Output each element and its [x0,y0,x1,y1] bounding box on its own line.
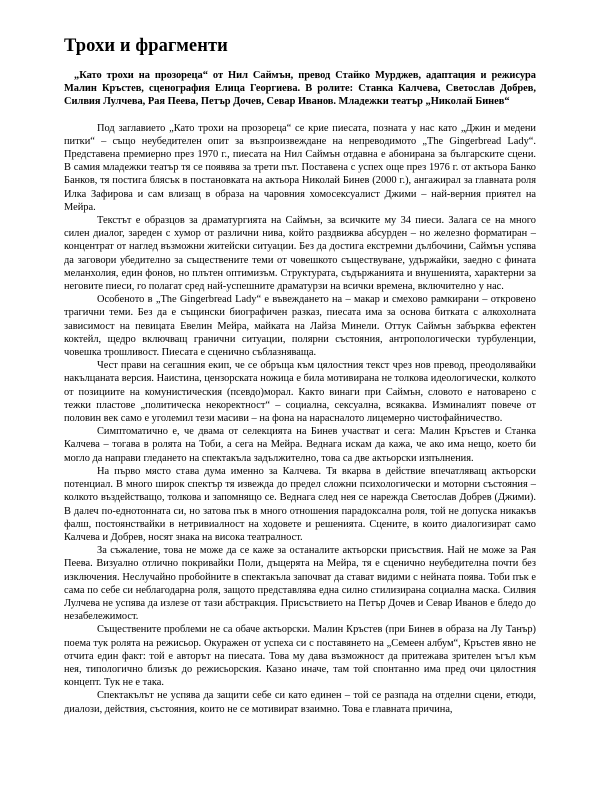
paragraph-6: На първо място става дума именно за Калчева. Тя вкарва в действие впечатляващ актьорски потенциал. В много широк спектър тя извежда до предел сложни психологически и моторни състояния – колкото въздействащо, толкова и запомнящо се. Веднага след нея се нарежда Светослав Добрев (Джими). В далеч по-еднотонната си, но затова пък в много отношения парадоксална роля, той не допуска никакъв фалш, постоянствайки в нетривиалност на ходовете и решенията. Сцените, в които диалогизират само Калчева и Добрев, носят знака на висока театралност. [64,465,536,543]
paragraph-8: Съществените проблеми не са обаче актьорски. Малин Кръстев (при Бинев в образа на Лу Танър) поема тук ролята на режисьор. Окуражен от успеха си с поставянето на „Семеен албум“, Кръстев явно не отчита един факт: той е авторът на пиесата. Това му дава възможност да притежава зрителен ъгъл към нея, типологично близък до режисьорския. Казано иначе, там той спонтанно има пред очи цялостния концепт. Тук не е така. [64,624,536,689]
paragraph-7: За съжаление, това не може да се каже за останалите актьорски присъствия. Най не може за Рая Пеева. Визуално отлично покривайки Поли, дъщерята на Мейра, тя е сценично неубедителна почти без изключения. Неслучайно пробойните в спектакъла започват да стават видими с нейната поява. Тоби пък е сама по себе си неблагодарна роля, защото представлява една силно стилизирана социална маска. Силвия Лулчева не успява да излезе от тази абстракция. Присъствието на Петър Дочев и Севар Иванов е бледо до незабележимост. [64,545,536,623]
paragraph-5: Симптоматично е, че двама от селекцията на Бинев участват и сега: Малин Кръстев и Станка Калчева – тогава в ролята на Тоби, а сега на Мейра. Веднага искам да кажа, че ако има нещо, което би могло да направи гледането на спектакъла задължително, това са две актьорски изпълнения. [64,426,536,464]
paragraph-4: Чест прави на сегашния екип, че се обръща към цялостния текст чрез нов превод, преодолявайки накълцаната версия. Наистина, цензорската ножица е била мотивирана не толкова идеологически, колкото от позициите на комунистическия (псевдо)морал. Както винаги при Саймън, словото е натоварено с тежки пластове „политическа некоректност“ – социална, сексуална, всякаква. Изминалият повече от половин век само е уголемил тези масиви – на фона на нарасналото лицемерно чистофайничество. [64,360,536,425]
paragraph-2: Текстът е образцов за драматургията на Саймън, за всичките му 34 пиеси. Залага се на много силен диалог, зареден с хумор от различни нива, който раздвижва абсурден – но железно форматиран – концентрат от наглед възможни житейски ситуации. Без да достига екстремни дълбочини, Саймън успява да заговори убедително за съществените теми от човешкото съществуване, удържайки, заедно с фината меланхолия, един фонов, но плътен оптимизъм. Структурата, съдържанията и внушенията, характерни за неговите пиеси, го полагат сред най-успешните драматурзи на всички времена, включително у нас. [64,215,536,293]
paragraph-3: Особеното в „The Gingerbread Lady“ е въвеждането на – макар и смехово рамкирани – откровено трагични теми. Без да е същински биографичен разказ, пиесата има за основа битката с алкохолната зависимост на певицата Евелин Мейра, майката на Лайза Минели. Оттук Саймън забърква ефектен коктейл, щедро включващ гранични ситуации, полярни състояния, антропологически турбуленции, човешка трошливост. Пиесата е сценично съблазняваща. [64,294,536,359]
paragraph-1: Под заглавието „Като трохи на прозореца“ се крие пиесата, позната у нас като „Джин и медени питки“ – също неубедителен опит за възпроизвеждане на непреводимото „The Gingerbread Lady“. Представена премиерно през 1970 г., пиесата на Нил Саймън отдавна е абонирана за българските сцени. В самия младежки театър тя се появява за трети път. Поставена с успех още през 1976 г. от актьора Банко Банков, тя постига блясък в постановката на актьора Николай Бинев (2000 г.), ангажирал за главната роля Илка Зафирова и сам влизащ в образа на чаровния хомосексуалист Джими – най-верния приятел на Мейра. [64,122,536,213]
paragraph-9: Спектакълът не успява да защити себе си като единен – той се разпада на отделни сцени, етюди, диалози, действия, състояния, които не се мотивират взаимно. Това е главната причина, [64,690,536,715]
production-credits: „Като трохи на прозореца“ от Нил Саймън, превод Стайко Мурджев, адаптация и режисура Малин Кръстев, сценография Елица Георгиева. В ролите: Станка Калчева, Светослав Добрев, Силвия Лулчева, Рая Пеева, Петър Дочев, Севар Иванов. Младежки театър „Николай Бинев“ [64,70,536,108]
article-title: Трохи и фрагменти [64,36,228,56]
